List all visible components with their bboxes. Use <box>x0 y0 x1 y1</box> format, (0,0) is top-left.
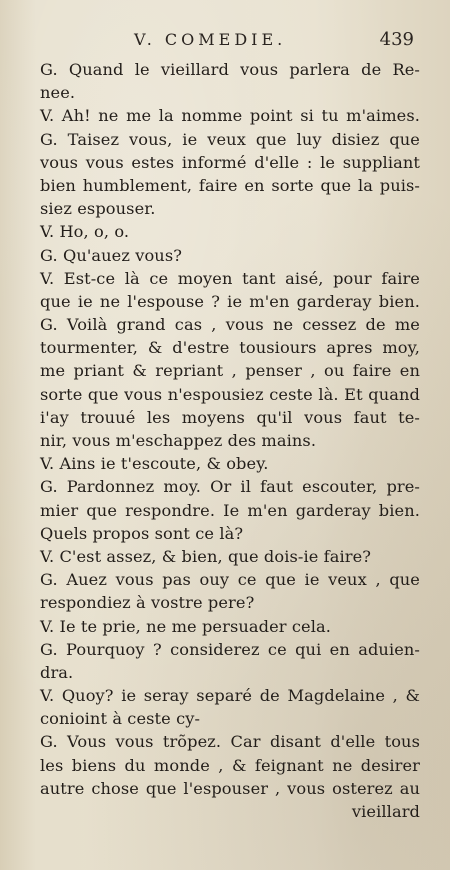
text-line: conioint à ceste cy- <box>40 709 201 729</box>
text-line: mier que respondre. Ie m'en garderay bien. <box>40 500 420 520</box>
text-line: G. Pardonnez moy. Or il faut escouter, pre- <box>40 477 420 497</box>
text-line: autre chose que l'espouser , vous osterez au <box>40 778 420 798</box>
text-line: V. Ie te prie, ne me persuader cela. <box>40 616 331 636</box>
text-line: vous vous estes informé d'elle : le suppliant <box>40 152 420 172</box>
running-title: V. COMEDIE. <box>134 30 287 49</box>
page-number: 439 <box>379 29 414 50</box>
text-line: tourmenter, & d'estre tousiours apres moy, <box>40 338 420 358</box>
text-line: V. Est-ce là ce moyen tant aisé, pour faire <box>40 268 420 288</box>
dialogue-text-block <box>40 58 420 823</box>
text-line: G. Voilà grand cas , vous ne cessez de me <box>40 315 420 335</box>
text-line: nir, vous m'eschappez des mains. <box>40 431 317 450</box>
text-line: siez espouser. <box>40 199 156 219</box>
text-line: vieillard <box>351 802 420 821</box>
text-line: bien humblement, faire en sorte que la puis- <box>40 175 420 195</box>
text-line: que ie ne l'espouse ? ie m'en garderay bien. <box>40 291 420 311</box>
text-line: dra. <box>40 662 74 682</box>
text-line: G. Quand le vieillard vous parlera de Re- <box>40 60 420 79</box>
text-line: V. Ho, o, o. <box>40 222 130 242</box>
text-line: G. Auez vous pas ouy ce que ie veux , que <box>40 570 420 590</box>
page-header <box>40 30 420 58</box>
text-line: i'ay trouué les moyens qu'il vous faut te- <box>40 407 420 427</box>
text-line: G. Pourquoy ? considerez ce qui en aduien- <box>40 639 420 659</box>
text-line: G. Qu'auez vous? <box>40 245 183 265</box>
text-line: les biens du monde , & feignant ne desirer <box>40 755 420 775</box>
text-line: Quels propos sont ce là? <box>40 523 244 543</box>
text-line: G. Taisez vous, ie veux que luy disiez que <box>40 129 420 149</box>
text-line: V. Ah! ne me la nomme point si tu m'aimes. <box>40 106 420 126</box>
text-line: sorte que vous n'espousiez ceste là. Et quand <box>40 384 420 404</box>
text-line: respondiez à vostre pere? <box>40 593 255 613</box>
text-line: V. Ains ie t'escoute, & obey. <box>40 454 269 474</box>
text-line: me priant & repriant , penser , ou faire en <box>40 361 420 381</box>
text-line: G. Vous vous trõpez. Car disant d'elle tous <box>40 732 420 752</box>
text-line: V. C'est assez, & bien, que dois-ie faire? <box>40 546 372 566</box>
text-line: nee. <box>40 83 76 103</box>
text-line: V. Quoy? ie seray separé de Magdelaine , & <box>40 686 420 706</box>
